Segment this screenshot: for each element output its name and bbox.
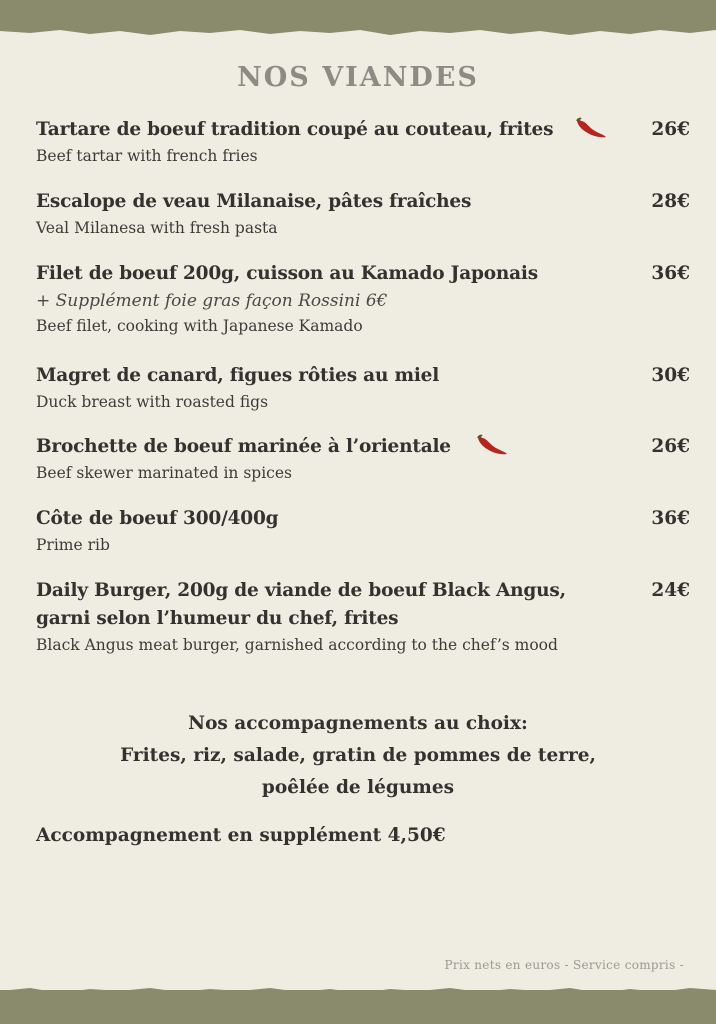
menu-item xyxy=(36,260,690,338)
menu-item xyxy=(36,505,690,557)
dish-price: 36€ xyxy=(651,508,690,529)
dish-name: Brochette de boeuf marinée à l’orientale xyxy=(36,433,690,461)
dish-english: Black Angus meat burger, garnished according to the chef’s mood xyxy=(36,636,558,654)
dish-english: Prime rib xyxy=(36,536,110,554)
accompaniments-line: Frites, riz, salade, gratin de pommes de terre, xyxy=(120,745,596,766)
chili-pepper-icon xyxy=(475,434,509,456)
menu-item xyxy=(36,116,690,168)
menu-item xyxy=(36,577,690,657)
dish-price: 24€ xyxy=(651,580,690,601)
dish-name: Côte de boeuf 300/400g xyxy=(36,508,279,529)
menu-item xyxy=(36,188,690,240)
accompaniments-block xyxy=(0,708,716,804)
dish-name: Daily Burger, 200g de viande de boeuf Black Angus, xyxy=(36,580,566,601)
dish-price: 30€ xyxy=(651,365,690,386)
dish-name: Magret de canard, figues rôties au miel xyxy=(36,365,440,386)
torn-edge-bottom xyxy=(0,984,716,996)
accompaniments-line: poêlée de légumes xyxy=(261,777,455,798)
torn-edge-top xyxy=(0,26,716,38)
dish-price: 36€ xyxy=(651,263,690,284)
dish-name: Escalope de veau Milanaise, pâtes fraîches xyxy=(36,191,472,212)
dish-english: Veal Milanesa with fresh pasta xyxy=(36,219,278,237)
menu-title: NOS VIANDES xyxy=(237,62,479,93)
dish-english: Beef tartar with french fries xyxy=(36,147,258,165)
dish-name: Filet de boeuf 200g, cuisson au Kamado Japonais xyxy=(36,263,538,284)
dish-name: Tartare de boeuf tradition coupé au couteau, frites xyxy=(36,116,690,144)
dish-name-line-2: garni selon l’humeur du chef, frites xyxy=(36,608,399,629)
footer-note: Prix nets en euros - Service compris - xyxy=(444,958,684,972)
dish-english: Beef filet, cooking with Japanese Kamado xyxy=(36,317,363,335)
dish-price: 26€ xyxy=(651,436,690,457)
dish-supplement: + Supplément foie gras façon Rossini 6€ xyxy=(36,291,388,311)
menu-item xyxy=(36,362,690,414)
accompaniments-heading: Nos accompagnements au choix: xyxy=(188,713,528,734)
menu-item xyxy=(36,433,690,485)
extra-side-note: Accompagnement en supplément 4,50€ xyxy=(36,825,446,846)
dish-english: Duck breast with roasted figs xyxy=(36,393,269,411)
chili-pepper-icon xyxy=(574,117,608,139)
dish-price: 28€ xyxy=(651,191,690,212)
dish-english: Beef skewer marinated in spices xyxy=(36,464,292,482)
dish-price: 26€ xyxy=(651,119,690,140)
